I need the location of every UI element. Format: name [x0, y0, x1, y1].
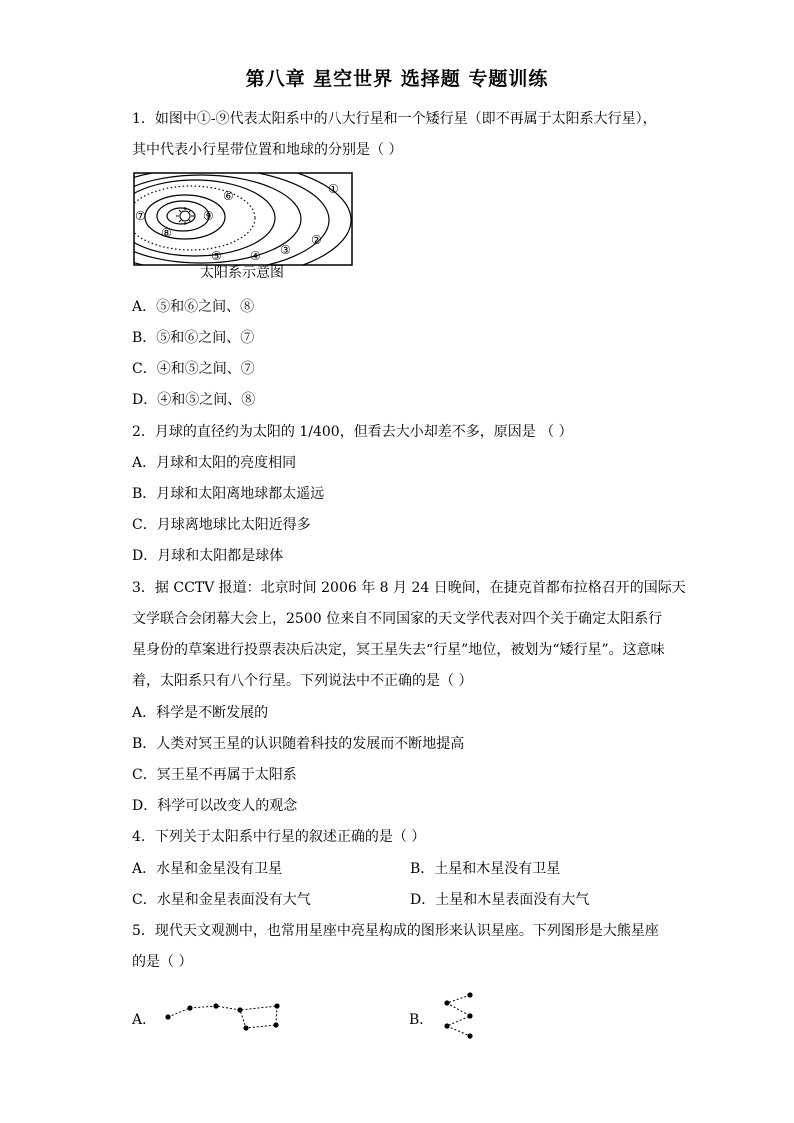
star-a4 [237, 1007, 242, 1012]
q3-option-d[interactable]: D．科学可以改变人的观念 [132, 798, 298, 814]
star-b5 [467, 1033, 472, 1038]
q3-stem-line4: 着，太阳系只有八个行星。下列说法中不正确的是（ ） [132, 673, 473, 689]
planet-label-3: ③ [280, 243, 291, 257]
q4-option-d[interactable]: D．土星和木星表面没有大气 [410, 892, 590, 908]
star-b4 [444, 1023, 449, 1028]
q5-option-a-label[interactable]: A． [132, 1012, 157, 1028]
page-title: 第八章 星空世界 选择题 专题训练 [245, 68, 549, 90]
star-a7 [274, 1003, 279, 1008]
planet-label-1: ① [328, 182, 339, 196]
star-a3 [213, 1003, 218, 1008]
q2-stem: 2．月球的直径约为太阳的 1/400，但看去大小却差不多，原因是 （ ） [132, 424, 573, 440]
q2-option-c[interactable]: C．月球离地球比太阳近得多 [132, 517, 311, 533]
q4-option-a[interactable]: A．水星和金星没有卫星 [132, 861, 283, 877]
q1-stem-line2: 其中代表小行星带位置和地球的分别是（ ） [132, 142, 403, 158]
q3-stem-line3: 星身份的草案进行投票表决后决定，冥王星失去“行星”地位，被划为“矮行星”。这意味 [132, 642, 665, 658]
q4-stem: 4．下列关于太阳系中行星的叙述正确的是（ ） [132, 829, 426, 845]
solar-system-svg [133, 172, 353, 266]
planet-label-7: ⑦ [135, 209, 146, 223]
q5-option-b-label[interactable]: B． [409, 1012, 434, 1028]
solar-system-diagram [133, 172, 353, 266]
star-b3 [467, 1013, 472, 1018]
star-b2 [444, 1000, 449, 1005]
q2-option-b[interactable]: B．月球和太阳离地球都太遥远 [132, 486, 325, 502]
star-a6 [273, 1022, 278, 1027]
q5-stem-line2: 的是（ ） [132, 954, 193, 970]
constellation-a[interactable] [160, 995, 290, 1044]
q2-option-d[interactable]: D．月球和太阳都是球体 [132, 548, 284, 564]
q2-option-a[interactable]: A．月球和太阳的亮度相同 [132, 455, 297, 471]
planet-label-2: ② [311, 233, 322, 247]
star-a1 [165, 1014, 170, 1019]
q3-option-b[interactable]: B．人类对冥王星的认识随着科技的发展而不断地提高 [132, 736, 465, 752]
q1-option-c[interactable]: C．④和⑤之间、⑦ [132, 361, 255, 377]
q1-stem-line1: 1．如图中①-⑨代表太阳系中的八大行星和一个矮行星（即不再属于太阳系大行星）， [132, 111, 657, 127]
star-b1 [467, 992, 472, 997]
planet-label-5: ⑤ [211, 249, 222, 263]
star-a5 [243, 1025, 248, 1030]
planet-label-6: ⑥ [223, 189, 234, 203]
figure-caption: 太阳系示意图 [200, 265, 284, 281]
q3-stem-line2: 文学联合会闭幕大会上，2500 位来自不同国家的天文学代表对四个关于确定太阳系行 [132, 611, 663, 627]
q3-option-a[interactable]: A．科学是不断发展的 [132, 705, 269, 721]
q1-option-b[interactable]: B．⑤和⑥之间、⑦ [132, 330, 255, 346]
planet-label-8: ⑧ [161, 226, 172, 240]
q5-stem-line1: 5．现代天文观测中，也常用星座中亮星构成的图形来认识星座。下列图形是大熊星座 [132, 923, 659, 939]
star-a2 [187, 1005, 192, 1010]
constellation-b[interactable] [437, 988, 487, 1048]
q4-option-c[interactable]: C．水星和金星表面没有大气 [132, 892, 311, 908]
q1-option-d[interactable]: D．④和⑤之间、⑧ [132, 392, 256, 408]
q4-option-b[interactable]: B．土星和木星没有卫星 [410, 861, 561, 877]
planet-label-9: ⑨ [203, 209, 214, 223]
planet-label-4: ④ [250, 249, 261, 263]
constellation-a-svg [160, 995, 290, 1040]
q3-option-c[interactable]: C．冥王星不再属于太阳系 [132, 767, 297, 783]
constellation-b-svg [437, 988, 487, 1044]
q3-stem-line1: 3．据 CCTV 报道：北京时间 2006 年 8 月 24 日晚间，在捷克首都布拉格召开的国际天 [132, 580, 686, 596]
q1-option-a[interactable]: A．⑤和⑥之间、⑧ [132, 299, 255, 315]
